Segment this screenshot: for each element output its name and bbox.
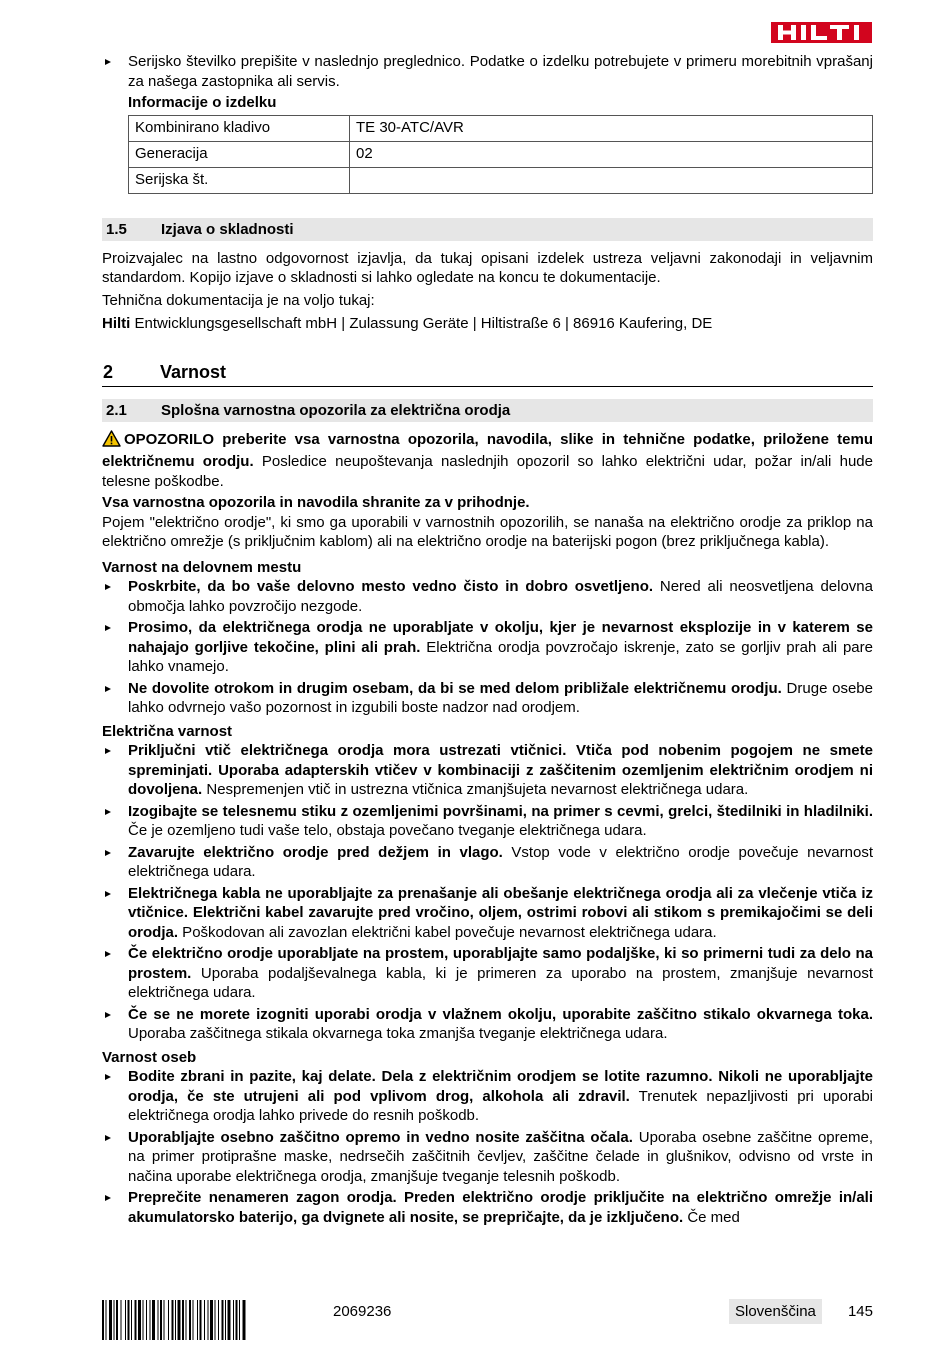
address-brand: Hilti [102, 315, 131, 332]
table-row [129, 167, 873, 193]
chapter-title: Varnost [160, 361, 227, 382]
address-text: Entwicklungsgesellschaft mbH | Zulassung Geräte | Hiltistraße 6 | 86916 Kaufering, DE [130, 315, 713, 332]
page-number: 145 [847, 1303, 873, 1320]
list-item-text: Trenutek nepazljivosti pri uporabi električnega orodja lahko privede do resnih poškodb. [128, 1087, 873, 1124]
list-item-text: Druge osebe lahko odvrnejo vašo pozornost in izgubili boste nadzor nad orodjem. [128, 679, 873, 716]
table-cell-label: Generacija [129, 141, 350, 167]
list-item-text: Če je ozemljeno tudi vaše telo, obstaja povečano tveganje električnega udara. [128, 822, 647, 839]
barcode-icon [102, 1300, 317, 1340]
document-number: 2069236 [333, 1303, 392, 1320]
list-item-bold: Električnega kabla ne uporabljajte za prenašanje ali obešanje električnega orodja ali za vlečenje vtiča iz vtičnice. Električni kabel zavarujte pred vročino, oljem, ostrimi robovi ali stikom s premikajočimi se deli orodja. [128, 884, 873, 941]
language-badge: Slovenščina [729, 1299, 822, 1324]
section-title: Splošna varnostna opozorila za električna orodja [161, 401, 511, 419]
list-item-text: Če med [683, 1208, 740, 1226]
list-item [102, 802, 873, 841]
list-item-text: Uporaba zaščitnega stikala okvarnega toka zmanjša tveganje električnega udara. [128, 1025, 668, 1042]
list-item-bold: Izogibajte se telesnemu stiku z ozemljenimi površinami, na primer s cevmi, grelci, štedilniki in hladilniki. [128, 802, 873, 820]
list-item [102, 1188, 873, 1227]
page-footer [102, 1296, 873, 1326]
list-item-bold: Če se ne morete izogniti uporabi orodja v vlažnem okolju, uporabite zaščitno stikalo okvarnega toka. [128, 1005, 873, 1023]
table-cell-label: Kombinirano kladivo [129, 115, 350, 141]
product-info-table [128, 115, 873, 194]
warning-bold-text: OPOZORILO preberite vsa varnostna opozorila, navodila, slike in tehnične podatke, priložene temu električnemu orodju. [102, 430, 873, 470]
serial-number-instruction [102, 52, 873, 91]
list-item [102, 577, 873, 616]
hilti-logo [771, 22, 872, 43]
list-item-text: Vstop vode v električno orodje povečuje nevarnost električnega udara. [128, 843, 873, 880]
table-cell-value [350, 167, 873, 193]
list-item-text: Nespremenjen vtič in ustrezna vtičnica zmanjšujeta nevarnost električnega udara. [202, 781, 749, 798]
general-warning [102, 430, 873, 492]
section-number: 1.5 [106, 220, 127, 238]
list-item [102, 679, 873, 718]
personal-safety-heading: Varnost oseb [102, 1048, 197, 1066]
table-row [129, 141, 873, 167]
product-info-title: Informacije o izdelku [128, 94, 277, 111]
table-row [129, 115, 873, 141]
term-definition: Pojem "električno orodje", ki smo ga uporabili v varnostnih opozorilih, se nanaša na električno orodje za priklop na električno omrežje (s priključnim kablom) ali na električno orodje na baterijski pogon (brez priključnega kabla). [102, 513, 873, 550]
conformity-paragraph: Proizvajalec na lastno odgovornost izjavlja, da tukaj opisani izdelek ustreza veljavni zakonodaji in veljavnim standardom. Kopijo izjave o skladnosti si lahko ogledate na koncu te dokumentacije. [102, 249, 873, 286]
list-item-bold: Bodite zbrani in pazite, kaj delate. Dela z električnim orodjem se lotite razumno. Nikoli ne uporabljajte orodja, če ste utrujeni ali pod vplivom drog, alkohola ali zdravil. [128, 1068, 873, 1105]
list-item-text: Električna orodja povzročajo iskrenje, zato se gorljiv prah ali pare lahko vnamejo. [128, 638, 873, 675]
list-item [102, 618, 873, 677]
list-item [102, 1067, 873, 1126]
chapter-number: 2 [103, 361, 114, 382]
list-item-bold: Prosimo, da električnega orodja ne uporabljate v okolju, kjer je nevarnost eksplozije in v katerem se nahajajo gorljive tekočine, plini ali prah. [128, 619, 873, 656]
table-cell-label: Serijska št. [129, 167, 350, 193]
list-item-text: Uporaba podaljševalnega kabla, ki je primeren za uporabo na prostem, zmanjšuje nevarnost električnega udara. [128, 964, 873, 1001]
list-item-text: Uporaba osebne zaščitne opreme, na primer protiprašne maske, nedrsečih zaščitnih čevljev, zaščitne čelade in glušnikov, odvisno od vrste in načina uporabe električnega orodja, zmanjšuje tveganje telesnih poškodb. [128, 1128, 873, 1185]
warning-text: Posledice neupoštevanja naslednjih opozoril so lahko električni udar, požar in/ali hude telesne poškodbe. [102, 453, 873, 490]
workplace-safety-heading: Varnost na delovnem mestu [102, 558, 302, 576]
list-item-bold: Zavarujte električno orodje pred dežjem in vlago. [128, 843, 503, 861]
list-item [102, 843, 873, 882]
electrical-safety-heading: Električna varnost [102, 722, 233, 740]
electrical-safety-list [102, 741, 873, 1044]
section-heading-1-5 [102, 218, 873, 241]
section-heading-2-1 [102, 399, 873, 422]
list-item-text: Nered ali neosvetljena delovna območja lahko povzročijo nezgode. [128, 578, 873, 615]
list-item [102, 1128, 873, 1187]
list-item-bold: Poskrbite, da bo vaše delovno mesto vedno čisto in dobro osvetljeno. [128, 578, 654, 595]
list-item-bold: Priključni vtič električnega orodja mora ustrezati vtičnici. Vtiča pod nobenim pogojem ne smete spreminjati. Uporaba adapterskih vtičev v kombinaciji z zaščitenim ozemljenim električnim orodjem ni dovoljena. [128, 742, 873, 798]
serial-number-text: Serijsko številko prepišite v naslednjo preglednico. Podatke o izdelku potrebujete v primeru morebitnih vprašanj za našega zastopnika ali servis. [128, 53, 873, 90]
list-item [102, 884, 873, 943]
table-cell-value: 02 [350, 141, 873, 167]
list-item-bold: Če električno orodje uporabljate na prostem, uporabljajte samo podaljške, ki so primerni tudi za delo na prostem. [128, 945, 873, 982]
hilti-logo-text [778, 25, 866, 40]
table-cell-value: TE 30-ATC/AVR [350, 115, 873, 141]
technical-docs-line: Tehnična dokumentacija je na voljo tukaj: [102, 291, 375, 309]
list-item [102, 1005, 873, 1044]
list-item-bold: Ne dovolite otrokom in drugim osebam, da bi se med delom približale električnemu orodju. [128, 679, 782, 697]
list-item-text: Poškodovan ali zavozlan električni kabel povečuje nevarnost električnega udara. [178, 923, 717, 941]
personal-safety-list [102, 1067, 873, 1227]
chapter-heading-2 [102, 358, 873, 387]
keep-instructions: Vsa varnostna opozorila in navodila shranite za v prihodnje. [102, 494, 530, 511]
section-number: 2.1 [106, 401, 127, 419]
warning-triangle-icon [102, 430, 121, 453]
section-title: Izjava o skladnosti [161, 220, 294, 238]
main-content [102, 52, 873, 1229]
list-item [102, 741, 873, 800]
list-item-bold: Uporabljajte osebno zaščitno opremo in vedno nosite zaščitna očala. [128, 1128, 633, 1146]
list-item [102, 944, 873, 1003]
workplace-safety-list [102, 577, 873, 718]
manufacturer-address [102, 314, 873, 334]
list-item-bold: Preprečite nenameren zagon orodja. Preden električno orodje priključite na električno omrežje in/ali akumulatorsko baterijo, ga dvignete ali nosite, se prepričajte, da je izključeno. [128, 1189, 873, 1226]
